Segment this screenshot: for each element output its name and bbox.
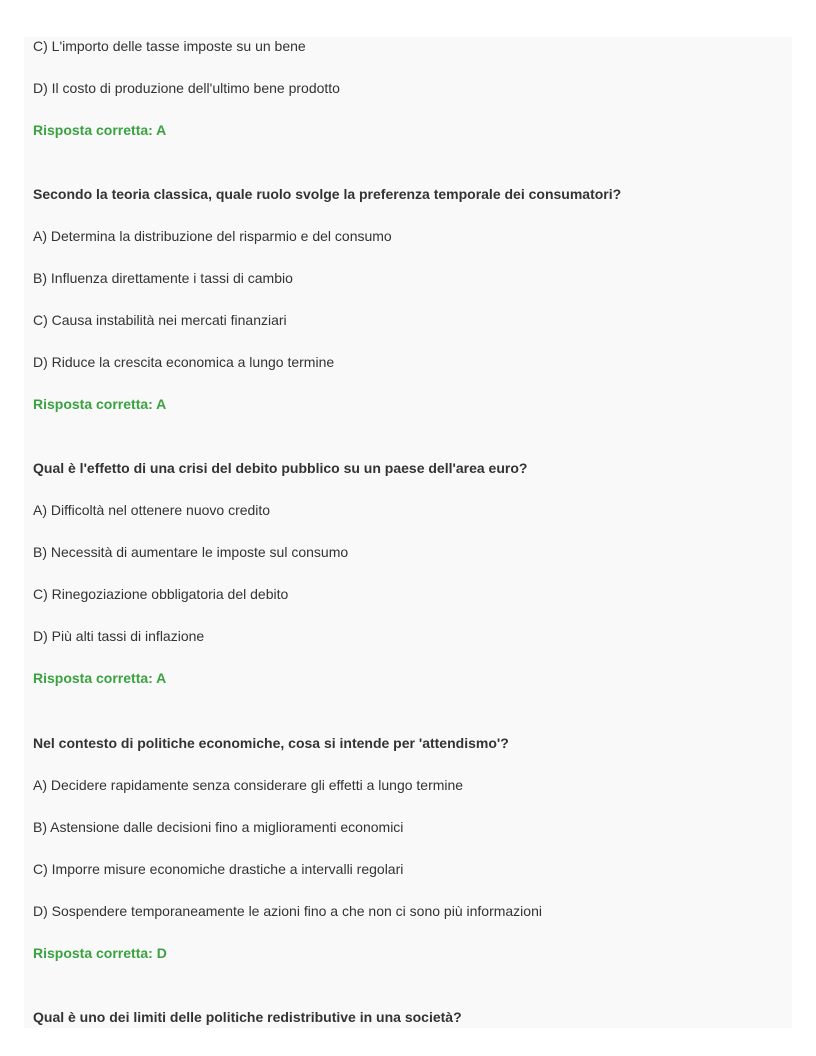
option-a: A) Determina la distribuzione del risparmio e del consumo [33, 228, 392, 244]
question-text: Qual è l'effetto di una crisi del debito pubblico su un paese dell'area euro? [33, 460, 528, 476]
option-a: A) Decidere rapidamente senza considerare gli effetti a lungo termine [33, 777, 464, 793]
option-d: D) Più alti tassi di inflazione [33, 628, 205, 644]
option-c: C) Causa instabilità nei mercati finanziari [33, 312, 287, 328]
option-b: B) Influenza direttamente i tassi di cambio [33, 270, 293, 286]
option-c: C) L'importo delle tasse imposte su un bene [33, 38, 306, 54]
correct-answer: Risposta corretta: D [33, 945, 167, 961]
correct-answer: Risposta corretta: A [33, 122, 167, 138]
question-text: Nel contesto di politiche economiche, cosa si intende per 'attendismo'? [33, 735, 509, 751]
option-d: D) Riduce la crescita economica a lungo termine [33, 354, 335, 370]
question-text: Secondo la teoria classica, quale ruolo svolge la preferenza temporale dei consumatori? [33, 186, 622, 202]
option-b: B) Astensione dalle decisioni fino a miglioramenti economici [33, 819, 404, 835]
option-a: A) Difficoltà nel ottenere nuovo credito [33, 502, 271, 518]
correct-answer: Risposta corretta: A [33, 670, 167, 686]
option-c: C) Imporre misure economiche drastiche a intervalli regolari [33, 861, 404, 877]
option-c: C) Rinegoziazione obbligatoria del debito [33, 586, 289, 602]
question-text: Qual è uno dei limiti delle politiche redistributive in una società? [33, 1009, 462, 1025]
option-b: B) Necessità di aumentare le imposte sul consumo [33, 544, 349, 560]
option-d: D) Il costo di produzione dell'ultimo bene prodotto [33, 80, 340, 96]
correct-answer: Risposta corretta: A [33, 396, 167, 412]
option-d: D) Sospendere temporaneamente le azioni fino a che non ci sono più informazioni [33, 903, 542, 919]
